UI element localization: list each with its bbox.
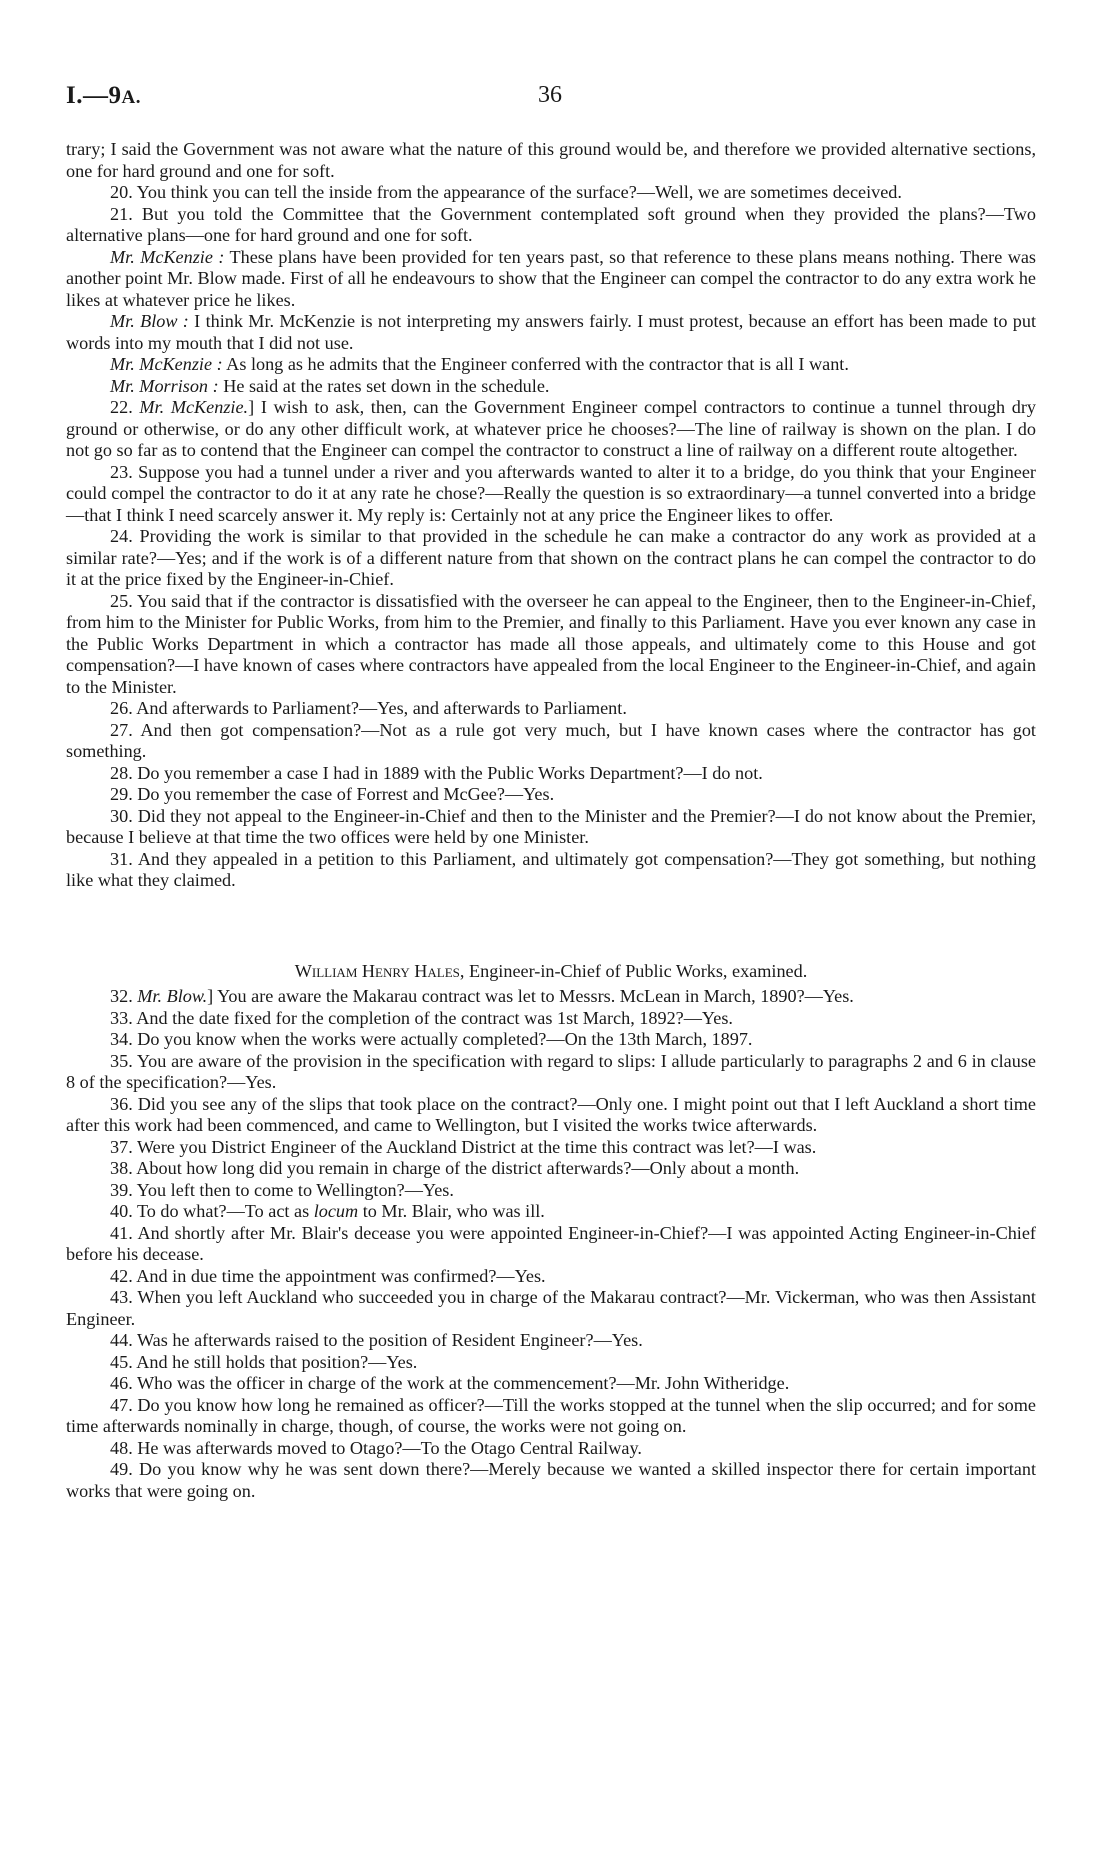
evidence-paragraph <box>66 1201 1036 1223</box>
evidence-paragraph <box>66 247 1036 312</box>
witness-heading <box>66 961 1036 983</box>
paragraph-text: You are aware the Makarau contract was let to Messrs. McLean in March, 1890?—Yes. <box>213 986 854 1006</box>
paragraph-text: 41. And shortly after Mr. Blair's decease you were appointed Engineer-in-Chief?—I was appointed Acting Engineer-in-Chief before his decease. <box>66 1222 1036 1264</box>
evidence-paragraph <box>66 204 1036 247</box>
paragraph-text: trary; I said the Government was not aware what the nature of this ground would be, and therefore we provided alternative sections, one for hard ground and one for soft. <box>66 139 1036 181</box>
paragraph-text: 25. You said that if the contractor is dissatisfied with the overseer he can appeal to the Engineer, then to the Engineer-in-Chief, from him to the Minister for Public Works, from him to the Premier, and finally to this Parliament. Have you ever known any case in the Public Works Department in which a contractor has made all those appeals, and ultimately come to this House and got compensation?—I have known of cases where contractors have appealed from the local Engineer to the Engineer-in-Chief, and again to the Minister. <box>66 590 1036 697</box>
paragraph-text: 42. And in due time the appointment was confirmed?—Yes. <box>110 1265 546 1286</box>
evidence-paragraph <box>66 806 1036 849</box>
evidence-paragraph <box>66 1330 1036 1352</box>
evidence-section-second <box>66 986 1036 1502</box>
paragraph-text: 40. To do what?—To act as locum to Mr. Blair, who was ill. <box>110 1201 545 1221</box>
paragraph-text: 31. And they appealed in a petition to this Parliament, and ultimately got compensation?—They got something, but nothing like what they claimed. <box>66 848 1036 890</box>
evidence-paragraph <box>66 849 1036 892</box>
paragraph-text: 27. And then got compensation?—Not as a rule got very much, but I have known cases where the contractor has got something. <box>66 719 1036 761</box>
evidence-paragraph <box>66 462 1036 527</box>
evidence-paragraph <box>66 182 1036 204</box>
paragraph-text: 33. And the date fixed for the completion of the contract was 1st March, 1892?—Yes. <box>110 1007 733 1028</box>
page-number: 36 <box>538 82 562 108</box>
paragraph-text: He said at the rates set down in the schedule. <box>218 375 550 396</box>
evidence-section-first <box>66 139 1036 892</box>
evidence-paragraph <box>66 1180 1036 1202</box>
speaker-lead: 22. Mr. McKenzie.] <box>110 397 255 417</box>
paragraph-text: 29. Do you remember the case of Forrest and McGee?—Yes. <box>110 784 555 804</box>
evidence-paragraph <box>66 1223 1036 1266</box>
evidence-paragraph <box>66 986 1036 1008</box>
speaker-lead: 32. Mr. Blow.] <box>110 986 214 1006</box>
paragraph-text: 49. Do you know why he was sent down there?—Merely because we wanted a skilled inspector there for certain important works that were going on. <box>66 1459 1036 1501</box>
paragraph-text: 35. You are aware of the provision in the specification with regard to slips: I allude particularly to paragraphs 2 and 6 in clause 8 of the specification?—Yes. <box>66 1050 1036 1092</box>
speaker-lead: Mr. McKenzie : <box>110 246 225 267</box>
evidence-paragraph <box>66 1352 1036 1374</box>
speaker-lead: Mr. Morrison : <box>110 375 219 396</box>
evidence-paragraph <box>66 1029 1036 1051</box>
evidence-paragraph <box>66 1094 1036 1137</box>
speaker-lead: Mr. McKenzie : <box>110 354 223 374</box>
evidence-paragraph <box>66 139 1036 182</box>
paragraph-text: These plans have been provided for ten years past, so that reference to these plans means nothing. There was another point Mr. Blow made. First of all he endeavours to show that the Engineer can compel the contractor to do any extra work he likes at whatever price he likes. <box>66 246 1036 310</box>
paragraph-text: 47. Do you know how long he remained as officer?—Till the works stopped at the tunnel when the slip occurred; and for some time afterwards nominally in charge, though, of course, the works were not going on. <box>66 1394 1036 1436</box>
evidence-paragraph <box>66 1008 1036 1030</box>
evidence-paragraph <box>66 311 1036 354</box>
paragraph-text: I wish to ask, then, can the Government Engineer compel contractors to continue a tunnel through dry ground or otherwise, or do any other difficult work, at whatever price he chooses?—The line of railway is shown on the plan. I do not go so far as to contend that the Engineer can compel the contractor to construct a line of railway on a different route altogether. <box>66 397 1037 460</box>
evidence-paragraph <box>66 526 1036 591</box>
paragraph-text: 45. And he still holds that position?—Yes. <box>110 1351 418 1372</box>
paragraph-text: I think Mr. McKenzie is not interpreting my answers fairly. I must protest, because an effort has been made to put words into my mouth that I did not use. <box>66 311 1037 353</box>
paragraph-text: 21. But you told the Committee that the Government contemplated soft ground when they provided the plans?—Two alternative plans—one for hard ground and one for soft. <box>66 203 1036 245</box>
paragraph-text: 38. About how long did you remain in charge of the district afterwards?—Only about a month. <box>110 1158 800 1178</box>
paper-reference-suffix: A. <box>121 87 141 108</box>
evidence-paragraph <box>66 354 1036 376</box>
paragraph-text: 48. He was afterwards moved to Otago?—To the Otago Central Railway. <box>110 1437 642 1458</box>
paragraph-text: 20. You think you can tell the inside from the appearance of the surface?—Well, we are sometimes deceived. <box>110 182 902 202</box>
evidence-paragraph <box>66 1266 1036 1288</box>
witness-role: , Engineer-in-Chief of Public Works, examined. <box>459 960 808 981</box>
paragraph-text: As long as he admits that the Engineer conferred with the contractor that is all I want. <box>222 354 849 374</box>
paragraph-text: 23. Suppose you had a tunnel under a river and you afterwards wanted to alter it to a bridge, do you think that your Engineer could compel the contractor to do it at any rate he chose?—Really the question is so extraordinary—a tunnel converted into a bridge—that I think I need scarcely answer it. My reply is: Certainly not at any price the Engineer likes to offer. <box>66 461 1036 525</box>
paragraph-text: 43. When you left Auckland who succeeded you in charge of the Makarau contract?—Mr. Vickerman, who was then Assistant Engineer. <box>66 1287 1036 1329</box>
paragraph-text: 37. Were you District Engineer of the Auckland District at the time this contract was let?—I was. <box>110 1136 817 1157</box>
paragraph-text: 34. Do you know when the works were actually completed?—On the 13th March, 1897. <box>110 1029 753 1049</box>
paragraph-text: 46. Who was the officer in charge of the work at the commencement?—Mr. John Witheridge. <box>110 1373 790 1393</box>
evidence-paragraph <box>66 784 1036 806</box>
speaker-lead: Mr. Blow : <box>110 311 189 331</box>
evidence-paragraph <box>66 1051 1036 1094</box>
paragraph-text: 24. Providing the work is similar to that provided in the schedule he can make a contractor do any work as provided at a similar rate?—Yes; and if the work is of a different nature from that shown on the contract plans he can compel the contractor to do it at the price fixed by the Engineer-in-Chief. <box>66 526 1036 589</box>
evidence-paragraph <box>66 1438 1036 1460</box>
paragraph-text: 30. Did they not appeal to the Engineer-in-Chief and then to the Minister and the Premier?—I do not know about the Premier, because I believe at that time the two offices were held by one Minister. <box>66 805 1036 847</box>
paragraph-text: 36. Did you see any of the slips that took place on the contract?—Only one. I might point out that I left Auckland a short time after this work had been commenced, and came to Wellington, but I visited the works twice afterwards. <box>66 1093 1036 1135</box>
evidence-paragraph <box>66 397 1036 462</box>
evidence-paragraph <box>66 698 1036 720</box>
evidence-paragraph <box>66 1158 1036 1180</box>
evidence-paragraph <box>66 1137 1036 1159</box>
paper-reference <box>66 82 141 110</box>
evidence-paragraph <box>66 720 1036 763</box>
paragraph-text: 26. And afterwards to Parliament?—Yes, and afterwards to Parliament. <box>110 698 627 718</box>
paragraph-text: 39. You left then to come to Wellington?—Yes. <box>110 1179 454 1200</box>
evidence-paragraph <box>66 1373 1036 1395</box>
evidence-paragraph <box>66 1395 1036 1438</box>
evidence-paragraph <box>66 1459 1036 1502</box>
witness-name: William Henry Hales <box>294 960 460 981</box>
document-body <box>66 139 1036 1502</box>
evidence-paragraph <box>66 376 1036 398</box>
evidence-paragraph <box>66 1287 1036 1330</box>
paper-reference-main: I.—9 <box>66 82 122 109</box>
evidence-paragraph <box>66 591 1036 699</box>
evidence-paragraph <box>66 763 1036 785</box>
paragraph-text: 28. Do you remember a case I had in 1889 with the Public Works Department?—I do not. <box>110 762 763 783</box>
paragraph-text: 44. Was he afterwards raised to the position of Resident Engineer?—Yes. <box>110 1330 643 1350</box>
